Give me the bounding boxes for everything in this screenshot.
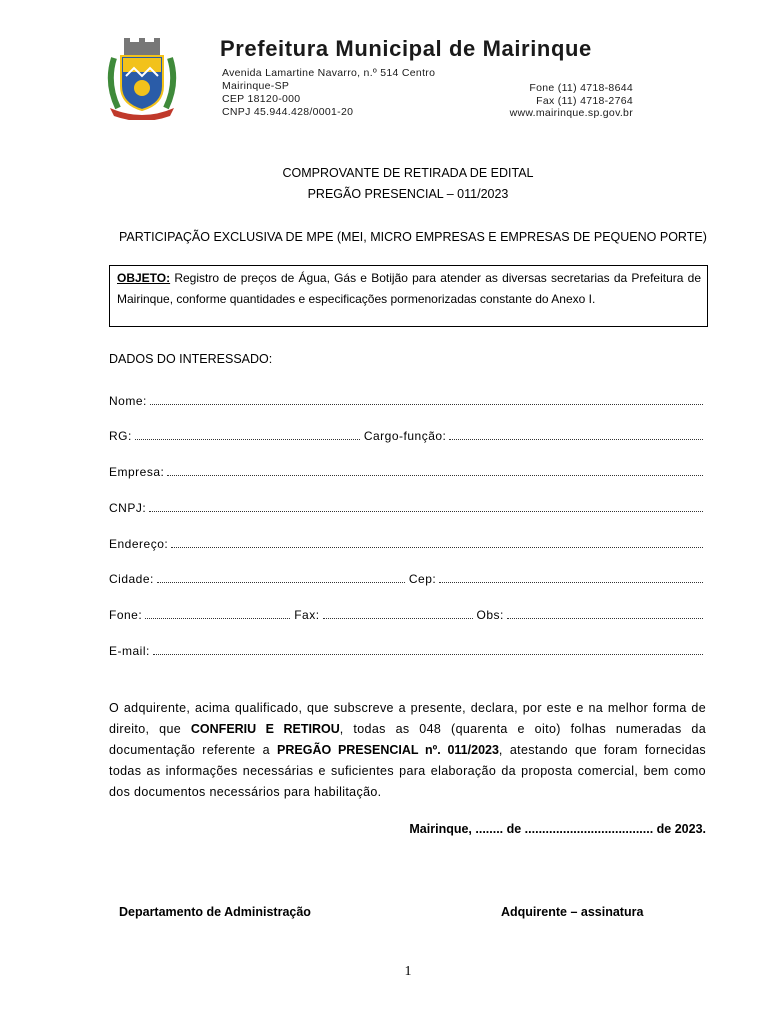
endereco-label: Endereço: <box>109 537 169 551</box>
nome-label: Nome: <box>109 394 147 408</box>
declaration-text-3: , atestando que foram fornecidas todas as informações necessárias e suficientes para elaboração da proposta comercial, bem como dos documentos necessários para habilitação. <box>109 743 707 799</box>
declaration-text-1: O adquirente, acima qualificado, que subscreve a presente, declara, por este e na melhor forma de direito, que <box>109 701 706 736</box>
obs-label: Obs: <box>476 608 504 622</box>
fax-label: Fax: <box>294 608 320 622</box>
date-line[interactable]: Mairinque, ........ de ..................................... de 2023. <box>409 822 706 836</box>
header-phone: Fone (11) 4718-8644 <box>529 82 633 94</box>
rg-label: RG: <box>109 429 132 443</box>
declaration-paragraph <box>109 698 706 803</box>
email-field[interactable] <box>109 643 703 661</box>
empresa-label: Empresa: <box>109 465 165 479</box>
fone-label: Fone: <box>109 608 143 622</box>
cidade-dots[interactable] <box>157 571 405 583</box>
document-title: COMPROVANTE DE RETIRADA DE EDITAL <box>282 166 534 180</box>
coat-of-arms-icon <box>104 38 180 120</box>
nome-dots[interactable] <box>150 393 703 405</box>
header-fax: Fax (11) 4718-2764 <box>536 95 633 107</box>
dados-heading: DADOS DO INTERESSADO: <box>109 352 273 366</box>
header-address: Avenida Lamartine Navarro, n.º 514 Centro <box>222 67 436 79</box>
cnpj-dots[interactable] <box>149 500 703 512</box>
declaration-bold-1: CONFERIU E RETIROU <box>190 722 340 736</box>
header-website: www.mairinque.sp.gov.br <box>509 107 633 119</box>
nome-field[interactable] <box>109 393 703 411</box>
rg-cargo-row <box>109 428 703 446</box>
document-subtitle-pregao: PREGÃO PRESENCIAL – 011/2023 <box>307 187 509 201</box>
cnpj-label: CNPJ: <box>109 501 147 515</box>
org-name: Prefeitura Municipal de Mairinque <box>220 36 592 61</box>
endereco-dots[interactable] <box>171 536 703 548</box>
cargo-dots[interactable] <box>449 428 703 440</box>
objeto-label: OBJETO: <box>117 271 171 285</box>
page-number: 1 <box>404 964 412 979</box>
cep-label: Cep: <box>408 572 437 586</box>
rg-dots[interactable] <box>135 428 360 440</box>
cidade-label: Cidade: <box>109 572 154 586</box>
fax-dots[interactable] <box>323 607 473 619</box>
email-dots[interactable] <box>153 643 703 655</box>
header-cnpj: CNPJ 45.944.428/0001-20 <box>222 106 354 118</box>
obs-dots[interactable] <box>507 607 703 619</box>
declaration-text-2: , todas as 048 (quarenta e oito) folhas numeradas da documentação referente a <box>109 722 707 757</box>
signature-department: Departamento de Administração <box>119 905 311 919</box>
objeto-text: Registro de preços de Água, Gás e Botijão para atender as diversas secretarias da Prefeitura de Mairinque, conforme quantidades e especificações pormenorizadas constante do Anexo I. <box>117 271 701 306</box>
signature-acquirer[interactable]: Adquirente – assinatura <box>501 905 644 919</box>
participation-notice: PARTICIPAÇÃO EXCLUSIVA DE MPE (MEI, MICRO EMPRESAS E EMPRESAS DE PEQUENO PORTE) <box>119 230 707 244</box>
empresa-field[interactable] <box>109 464 703 482</box>
fone-dots[interactable] <box>145 607 290 619</box>
cargo-label: Cargo-função: <box>363 429 447 443</box>
objeto-box <box>109 265 708 327</box>
cep-dots[interactable] <box>439 571 703 583</box>
header-city: Mairinque-SP <box>222 80 290 92</box>
cidade-cep-row <box>109 571 703 589</box>
email-label: E-mail: <box>109 644 150 658</box>
header-cep: CEP 18120-000 <box>222 93 301 105</box>
declaration-bold-2: PREGÃO PRESENCIAL nº. 011/2023 <box>277 743 499 757</box>
empresa-dots[interactable] <box>167 464 703 476</box>
fone-fax-obs-row <box>109 607 703 625</box>
cnpj-field[interactable] <box>109 500 703 518</box>
endereco-field[interactable] <box>109 536 703 554</box>
